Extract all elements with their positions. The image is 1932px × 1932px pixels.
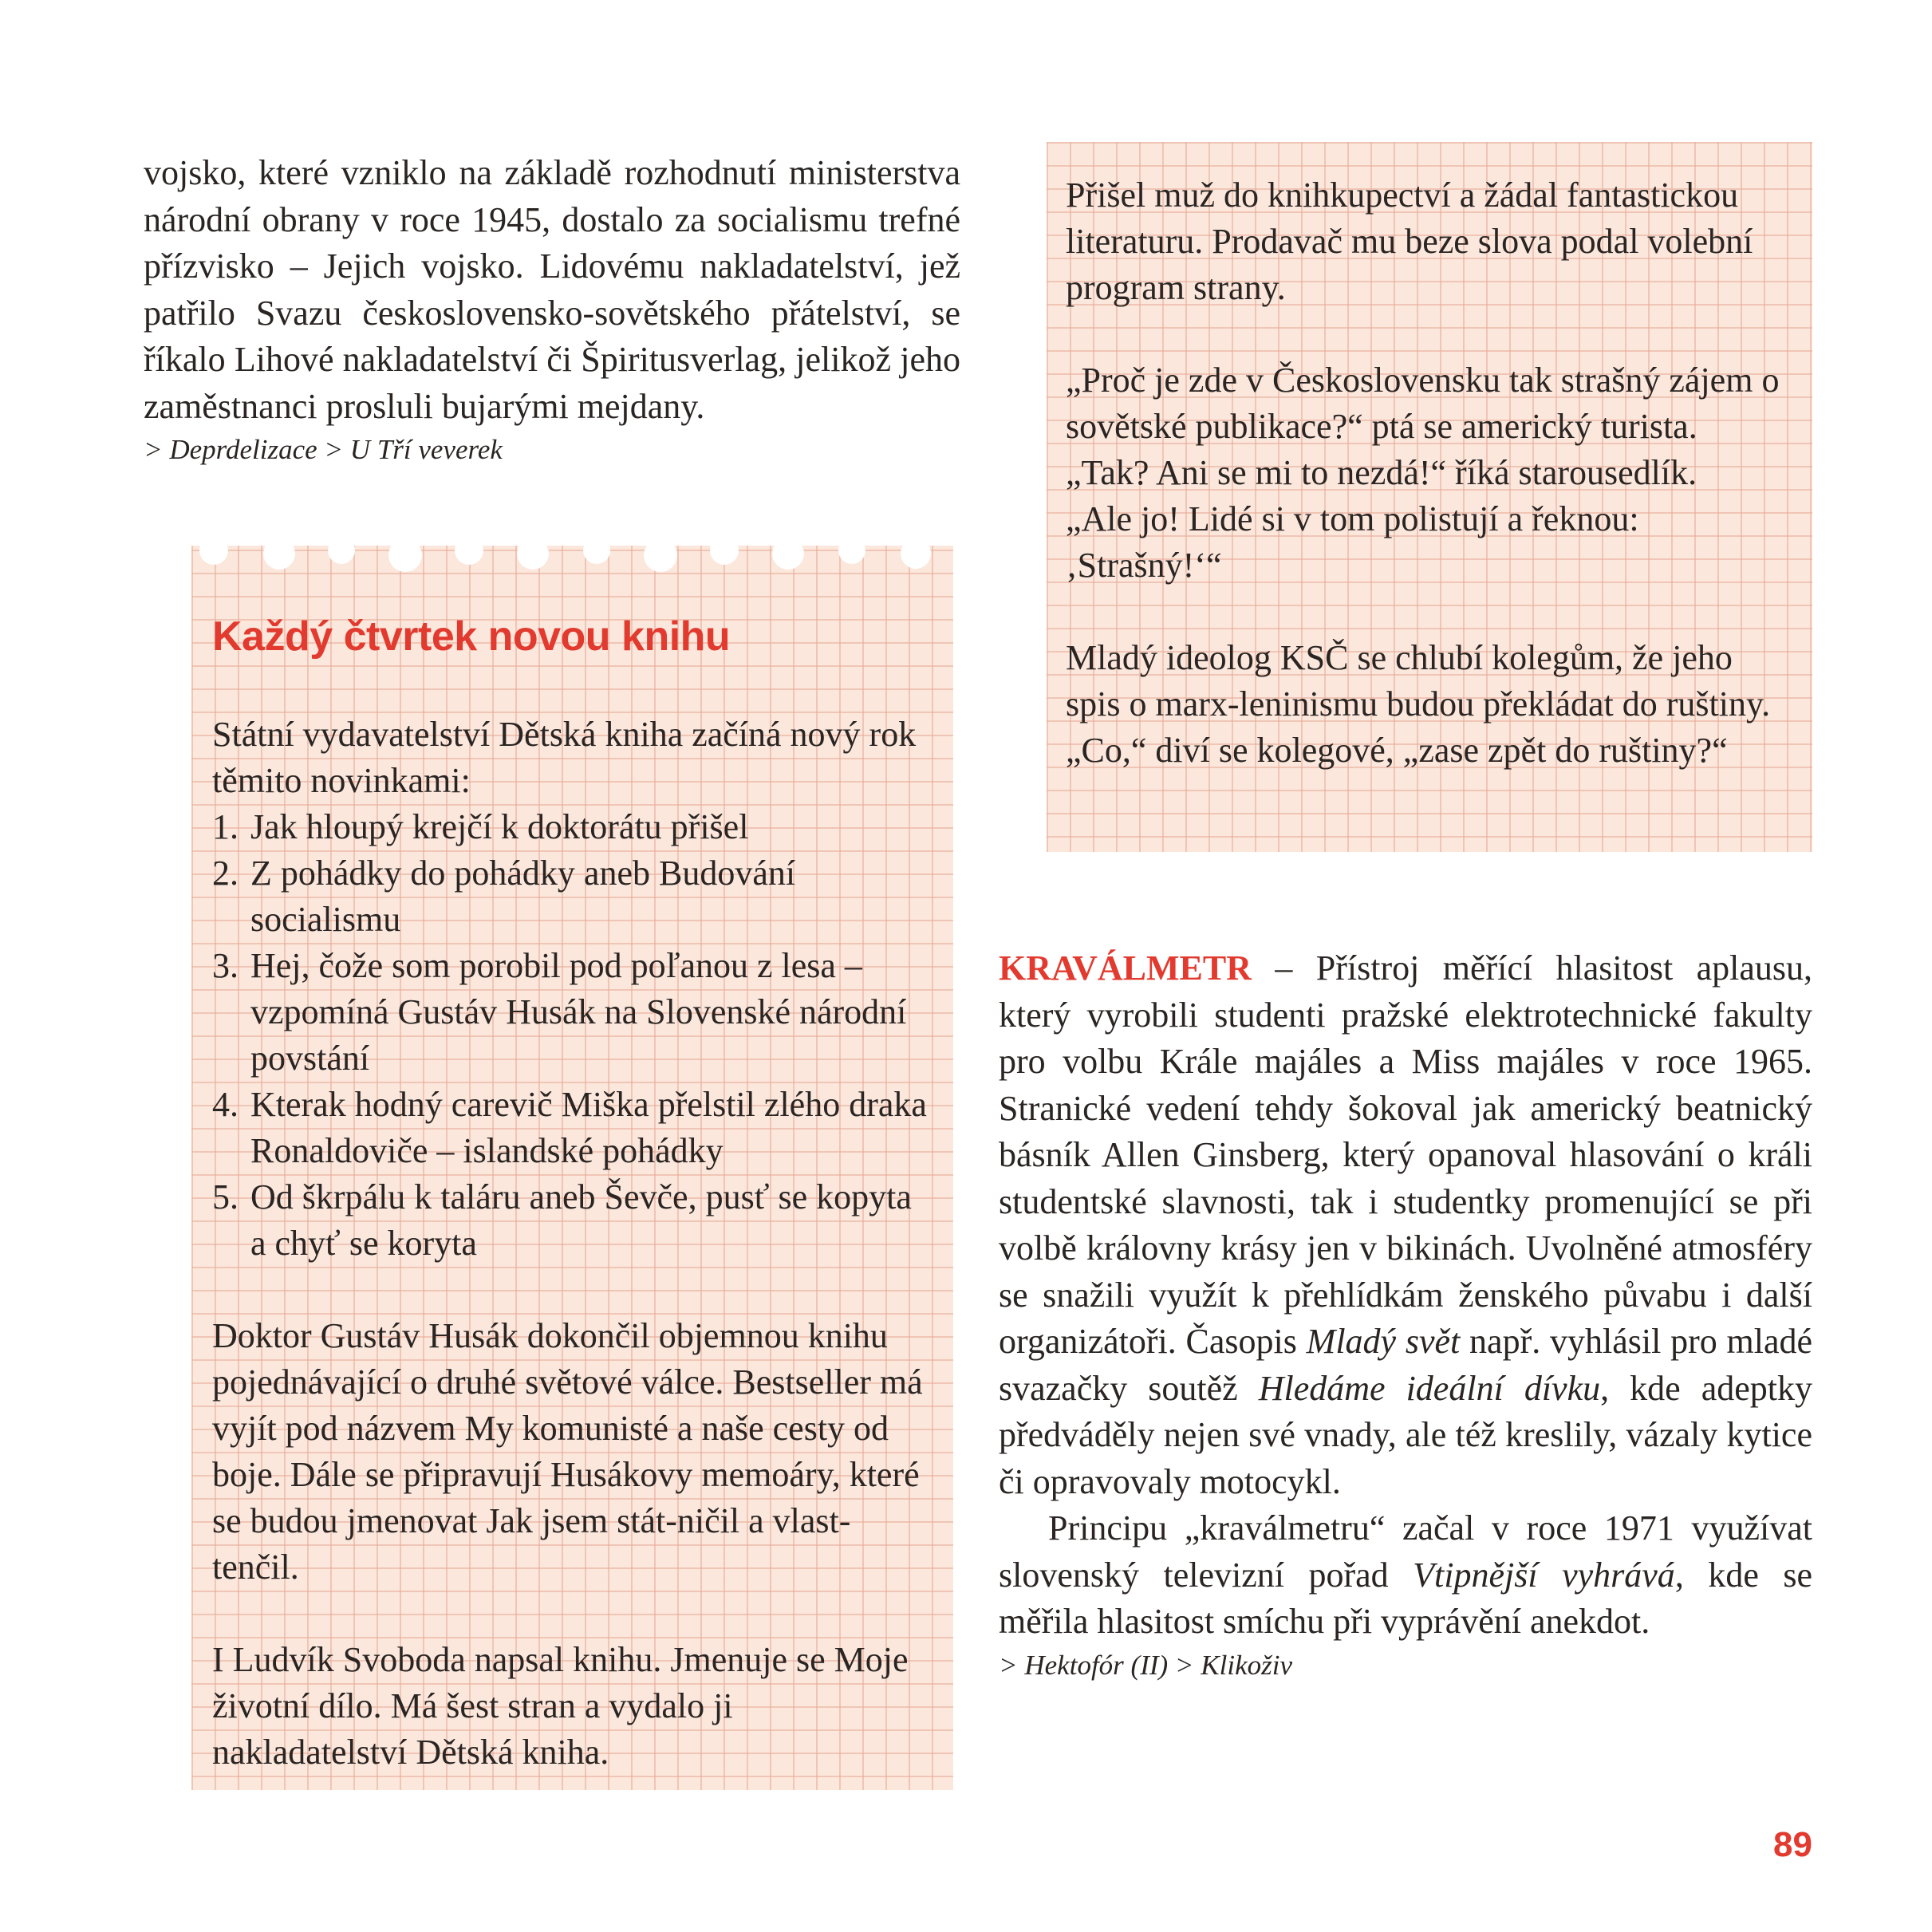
contest-title: Hledáme ideální dívku	[1258, 1368, 1601, 1408]
list-item: 4. Kterak hodný carevič Miška přelstil zlého draka Ronaldoviče – islandské pohádky	[212, 1085, 927, 1170]
tv-show-title: Vtipnější vyhrává	[1413, 1555, 1675, 1595]
note-box-heading: Každý čtvrtek novou knihu	[212, 613, 731, 660]
magazine-title: Mladý svět	[1306, 1322, 1461, 1361]
page-number: 89	[1773, 1825, 1812, 1864]
intro-paragraph: vojsko, které vzniklo na základě rozhodnutí ministerstva národní obrany v roce 1945, dostalo za socialismu trefné přízvisko – Jejich vojsko. Lidovému nakladatelství, jež patřilo Svazu československo-sovětského přátelství, se říkalo Lihové nakladatelství či Špiritusverlag, jelikož jeho zaměstnanci prosluli bujarými mejdany.	[144, 153, 960, 426]
intro-section	[144, 150, 960, 470]
joke-ideolog-line-1: Mladý ideolog KSČ se chlubí kolegům, že jeho spis o marx-leninismu budou překládat do ruštiny.	[1066, 638, 1771, 724]
article-paragraph-2: Principu „kraválmetru“ začal v roce 1971 využívat slovenský televizní pořad Vtipnější vyhrává, kde se měřila hlasitost smíchu při vyprávění anekdot.	[999, 1508, 1812, 1641]
note-box-paragraph-husak: Doktor Gustáv Husák dokončil objemnou knihu pojednávající o druhé světové válce. Bestseller má vyjít pod názvem My komunisté a naše cesty od boje. Dále se připravují Husákovy memoáry, které se budou jmenovat Jak jsem stát-ničil a vlast-tenčil.	[212, 1316, 923, 1587]
joke-publications-line-3: „Ale jo! Lidé si v tom polistují a řeknou: ‚Strašný!‘“	[1066, 499, 1639, 585]
list-item: 5. Od škrpálu k taláru aneb Ševče, pusť se kopyta a chyť se koryta	[212, 1177, 912, 1263]
joke-ideolog-line-2: „Co,“ diví se kolegové, „zase zpět do ruštiny?“	[1066, 731, 1728, 770]
torn-edge	[191, 526, 953, 582]
book-list	[212, 804, 930, 1267]
list-item: 3. Hej, čože som porobil pod poľanou z lesa – vzpomíná Gustáv Husák na Slovenské národní povstání	[212, 946, 907, 1078]
intro-references: > Deprdelizace > U Tří veverek	[144, 434, 503, 465]
joke-box	[1047, 142, 1812, 852]
article-references: > Hektofór (II) > Klikoživ	[999, 1649, 1292, 1681]
note-box	[191, 526, 953, 1790]
note-box-paragraph-svoboda: I Ludvík Svoboda napsal knihu. Jmenuje se Moje životní dílo. Má šest stran a vydalo ji nakladatelství Dětská kniha.	[212, 1640, 909, 1772]
kravalmetr-article	[999, 945, 1812, 1686]
list-item: 2. Z pohádky do pohádky aneb Budování socialismu	[212, 854, 796, 939]
joke-bookshop: Přišel muž do knihkupectví a žádal fantastickou literaturu. Prodavač mu beze slova podal volební program strany.	[1066, 175, 1753, 307]
note-box-intro: Státní vydavatelství Dětská kniha začíná nový rok těmito novinkami:	[212, 715, 917, 800]
joke-publications-line-2: „Tak? Ani se mi to nezdá!“ říká starousedlík.	[1066, 453, 1697, 492]
article-paragraph-1: KRAVÁLMETR – Přístroj měřící hlasitost aplausu, který vyrobili studenti pražské elektrotechnické fakulty pro volbu Krále majáles a Miss majáles v roce 1965. Stranické vedení tehdy šokoval jak americký beatnický básník Allen Ginsberg, který opanoval hlasování o králi studentské slavnosti, tak i studentky promenující se při volbě královny krásy jen v bikinách. Uvolněné atmosféry se snažili využít k přehlídkám ženského půvabu i další organizátoři. Časopis Mladý svět např. vyhlásil pro mladé svazačky soutěž Hledáme ideální dívku, kde adeptky předváděly nejen své vnady, ale též kreslily, vázaly kytice či opravovaly motocykl.	[999, 948, 1813, 1501]
list-item: 1. Jak hloupý krejčí k doktorátu přišel	[212, 807, 749, 846]
joke-publications-line-1: „Proč je zde v Československu tak strašný zájem o sovětské publikace?“ ptá se americký turista.	[1066, 361, 1780, 446]
entry-term: KRAVÁLMETR	[999, 948, 1252, 988]
